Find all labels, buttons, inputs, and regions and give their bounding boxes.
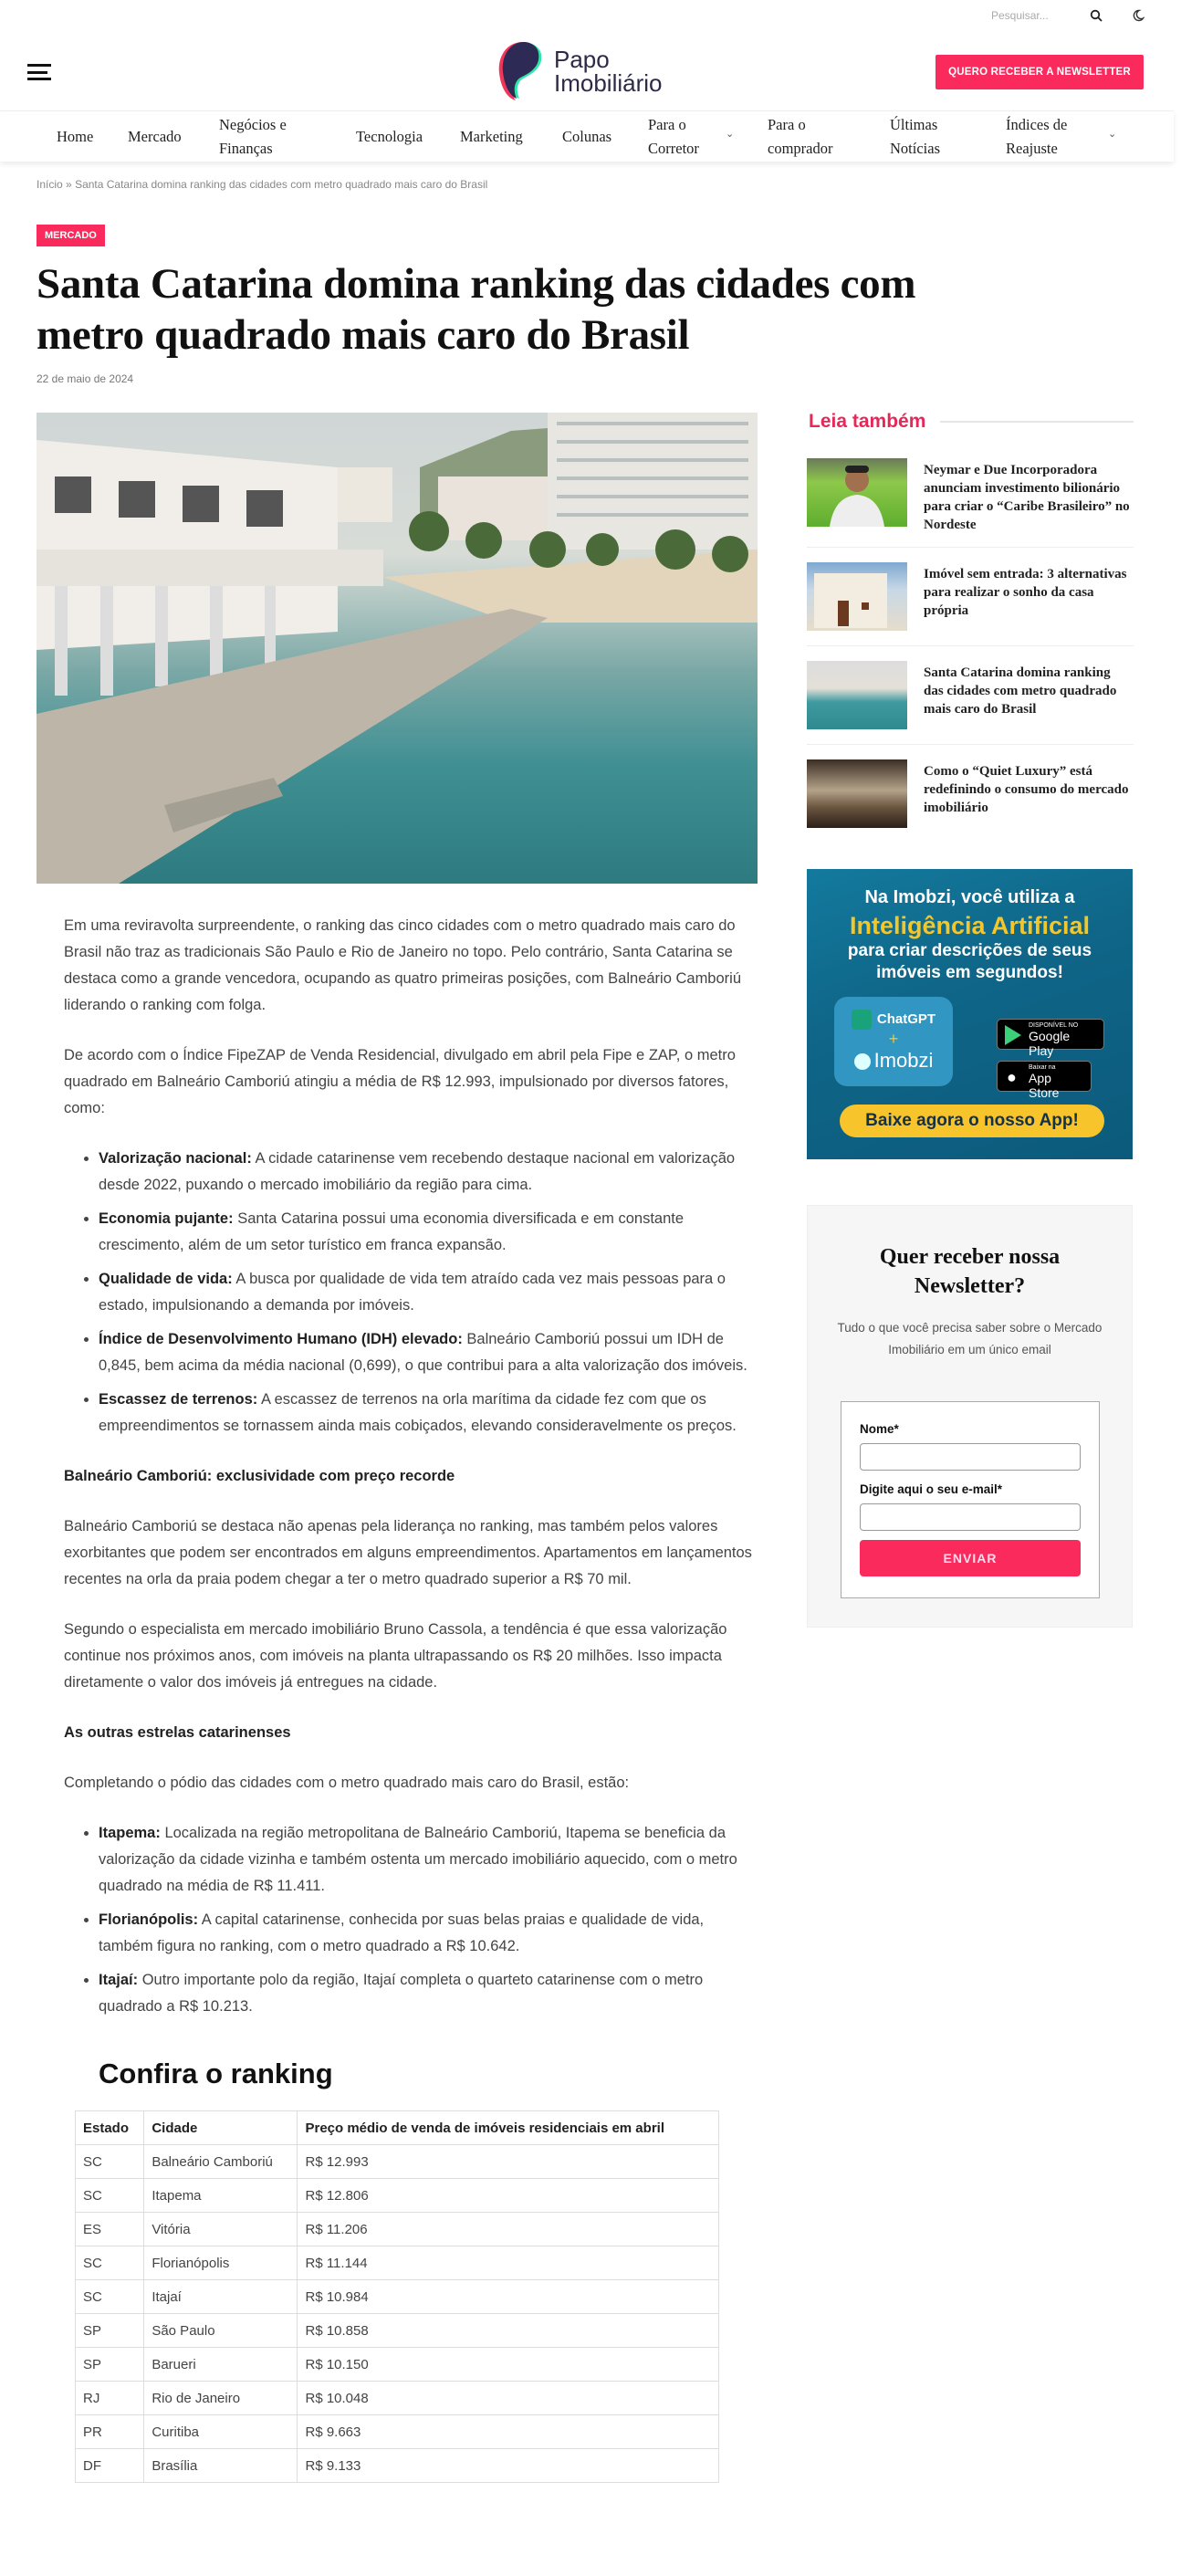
newsletter-form [841,1401,1100,1598]
list-item [99,1326,758,1379]
logo-text-line1: Papo [554,46,610,73]
post-thumbnail[interactable] [807,759,907,828]
logo-text-line2: Imobiliário [554,69,663,97]
post-thumbnail[interactable] [807,661,907,729]
table-row [76,2213,719,2246]
google-play-badge[interactable] [997,1019,1104,1058]
hero-image [37,413,758,884]
store-name: Google Play [1029,1029,1071,1058]
related-post[interactable] [807,759,1134,831]
column-header: Estado [76,2111,144,2145]
price-cell: R$ 10.858 [298,2314,719,2348]
nav-home[interactable]: Home [57,128,94,145]
paragraph: De acordo com o Índice FipeZAP de Venda Residencial, divulgado em abril pela Fipe e ZAP, o metro quadrado em Balneário Camboriú atingiu a média de R$ 12.993, impulsionado por diversos fatores, como: [64,1047,736,1116]
list-item [99,1206,758,1259]
price-cell: R$ 10.984 [298,2280,719,2314]
ranking-heading: Confira o ranking [99,2058,333,2089]
newsletter-widget [807,1205,1133,1628]
table-row [76,2145,719,2179]
item-text: Localizada na região metropolitana de Balneário Camboriú, Itapema se beneficia da valorização da cidade vizinha e também ostenta um mercado imobiliário aquecido, com o metro quadrado na média de R$ 11.411. [99,1825,737,1894]
state-cell: DF [76,2449,144,2483]
list-item [99,1387,758,1440]
item-label: Índice de Desenvolvimento Humano (IDH) elevado: [99,1331,463,1347]
email-label: Digite aqui o seu e-mail* [860,1482,1003,1496]
state-cell: SP [76,2314,144,2348]
store-small-text: DISPONÍVEL NO [1029,1022,1079,1029]
table-row [76,2348,719,2382]
column-header: Preço médio de venda de imóveis residenciais em abril [298,2111,719,2145]
menu-hamburger-icon[interactable] [27,64,51,80]
state-cell: PR [76,2415,144,2449]
apple-icon: ● [1007,1068,1017,1086]
item-text: A busca por qualidade de vida tem atraído cada vez mais pessoas para o estado, impulsionando a demanda por imóveis. [99,1271,726,1314]
post-thumbnail[interactable] [807,458,907,527]
newsletter-description: Tudo o que você precisa saber sobre o Mercado Imobiliário em um único email [837,1321,1103,1356]
breadcrumb-current: Santa Catarina domina ranking das cidades com metro quadrado mais caro do Brasil [75,178,488,191]
table-row [76,2382,719,2415]
section-heading: Balneário Camboriú: exclusividade com preço recorde [64,1468,455,1484]
price-cell: R$ 9.133 [298,2449,719,2483]
ad-text: para criar descrições de seus imóveis em segundos! [847,941,1092,982]
state-cell: SC [76,2145,144,2179]
price-cell: R$ 11.144 [298,2246,719,2280]
city-cell: São Paulo [144,2314,298,2348]
search-icon[interactable] [1090,9,1103,22]
table-row [76,2415,719,2449]
ranking-table [75,2110,719,2483]
post-title[interactable]: Santa Catarina domina ranking das cidades com metro quadrado mais caro do Brasil [924,665,1117,717]
site-logo[interactable] [496,40,663,102]
email-input[interactable] [860,1503,1081,1531]
table-row [76,2280,719,2314]
chatgpt-imobzi-card [834,997,953,1086]
name-input[interactable] [860,1443,1081,1471]
state-cell: ES [76,2213,144,2246]
state-cell: SC [76,2179,144,2213]
related-heading [809,411,1134,433]
item-text: A escassez de terrenos na orla marítima da cidade fez com que os empreendimentos se tornassem ainda mais cobiçados, elevando consideravelmente os preços. [99,1391,737,1434]
list-item [99,1907,758,1960]
plus-sign: + [888,1030,899,1048]
item-label: Itapema: [99,1825,161,1841]
price-cell: R$ 11.206 [298,2213,719,2246]
nav-colunas[interactable]: Colunas [562,128,612,145]
factors-list [99,1146,758,1440]
store-name: App Store [1029,1071,1060,1100]
breadcrumb [37,178,487,191]
chatgpt-icon [852,1010,872,1030]
app-store-badge[interactable] [997,1061,1092,1100]
city-cell: Rio de Janeiro [144,2382,298,2415]
nav-negocios-financas[interactable]: Negócios e Finanças [219,116,287,157]
item-label: Florianópolis: [99,1911,199,1928]
nav-indices-de-reajuste[interactable]: Índices de Reajuste [1006,116,1068,157]
imobzi-ad-banner[interactable] [807,869,1133,1159]
table-row [76,2314,719,2348]
post-title[interactable]: Imóvel sem entrada: 3 alternativas para realizar o sonho da casa própria [924,567,1127,618]
city-cell: Vitória [144,2213,298,2246]
logo-mark-icon [496,40,541,102]
item-label: Economia pujante: [99,1210,234,1227]
ad-text: Na Imobzi, você utiliza a [864,887,1075,907]
ad-download-button[interactable]: Baixe agora o nosso App! [840,1105,1104,1137]
state-cell: SC [76,2280,144,2314]
imobzi-label: Imobzi [873,1049,934,1072]
related-post[interactable] [807,661,1134,745]
submit-button[interactable]: ENVIAR [860,1540,1081,1576]
price-cell: R$ 12.993 [298,2145,719,2179]
price-cell: R$ 10.048 [298,2382,719,2415]
name-label: Nome* [860,1422,899,1436]
dark-mode-moon-icon[interactable] [1132,9,1145,22]
city-cell: Barueri [144,2348,298,2382]
item-label: Itajaí: [99,1972,139,1988]
city-cell: Balneário Camboriú [144,2145,298,2179]
nav-para-o-comprador[interactable]: Para o comprador [768,116,833,157]
category-badge[interactable]: MERCADO [37,225,105,246]
article-body [64,913,758,2483]
list-item [99,1967,758,2020]
chatgpt-label: ChatGPT [876,1011,936,1027]
post-title[interactable]: Como o “Quiet Luxury” está redefinindo o consumo do mercado imobiliário [924,764,1129,815]
city-cell: Itajaí [144,2280,298,2314]
nav-ultimas-noticias[interactable]: Últimas Notícias [890,116,940,157]
chevron-down-icon[interactable]: ⌄ [1108,129,1117,140]
table-row [76,2179,719,2213]
related-heading-text: Leia também [809,411,926,432]
main-navigation [0,110,1174,162]
city-cell: Florianópolis [144,2246,298,2280]
nav-mercado[interactable]: Mercado [128,128,182,145]
price-cell: R$ 12.806 [298,2179,719,2213]
imobzi-chameleon-icon [854,1053,871,1070]
column-header: Cidade [144,2111,298,2145]
price-cell: R$ 9.663 [298,2415,719,2449]
item-label: Valorização nacional: [99,1150,252,1167]
city-cell: Brasília [144,2449,298,2483]
newsletter-signup-button[interactable]: QUERO RECEBER A NEWSLETTER [935,55,1144,89]
section-heading: As outras estrelas catarinenses [64,1724,291,1741]
ad-highlight: Inteligência Artificial [849,912,1091,939]
paragraph: Completando o pódio das cidades com o metro quadrado mais caro do Brasil, estão: [64,1775,630,1791]
city-cell: Itapema [144,2179,298,2213]
paragraph: Balneário Camboriú se destaca não apenas pela liderança no ranking, mas também pelos valores exorbitantes que podem ser encontrados em alguns empreendimentos. Apartamentos em lançamentos recentes na orla da praia podem chegar a ter o metro quadrado superior a R$ 70 mil. [64,1518,752,1587]
list-item [99,1266,758,1319]
chevron-down-icon[interactable]: ⌄ [726,129,735,140]
store-small-text: Baixar na [1029,1064,1056,1071]
list-item [99,1146,758,1199]
article-title: Santa Catarina domina ranking das cidades com metro quadrado mais caro do Brasil [37,260,916,359]
state-cell: RJ [76,2382,144,2415]
nav-para-o-corretor[interactable]: Para o Corretor [648,116,699,157]
nav-marketing[interactable]: Marketing [460,128,523,145]
item-text: Santa Catarina possui uma economia diversificada e em constante crescimento, além de um setor turístico em franca expansão. [99,1210,685,1253]
paragraph: Em uma reviravolta surpreendente, o ranking das cinco cidades com o metro quadrado mais caro do Brasil não traz as tradicionais São Paulo e Rio de Janeiro no topo. Pelo contrário, Santa Catarina se destaca como a grande vencedora, ocupando as quatro primeiras posições, com Balneário Camboriú liderando o ranking com folga. [64,917,742,1013]
related-post[interactable] [807,562,1134,646]
item-text: A capital catarinense, conhecida por suas belas praias e qualidade de vida, também figura no ranking, com o metro quadrado a R$ 10.642. [99,1911,705,1954]
item-label: Qualidade de vida: [99,1271,233,1287]
cities-list [99,1820,758,2020]
table-row [76,2246,719,2280]
item-text: Balneário Camboriú possui um IDH de 0,845, bem acima da média nacional (0,699), o que contribui para a alta valorização dos imóveis. [99,1331,747,1374]
related-post[interactable] [807,458,1134,548]
list-item [99,1820,758,1900]
search-input[interactable]: Pesquisar... [991,9,1049,22]
state-cell: SC [76,2246,144,2280]
divider [940,421,1134,423]
item-label: Escassez de terrenos: [99,1391,258,1408]
state-cell: SP [76,2348,144,2382]
post-title[interactable]: Neymar e Due Incorporadora anunciam investimento bilionário para criar o “Caribe Brasileiro” no Nordeste [924,463,1130,532]
city-cell: Curitiba [144,2415,298,2449]
price-cell: R$ 10.150 [298,2348,719,2382]
item-text: A cidade catarinense vem recebendo destaque nacional em valorização desde 2022, puxando o mercado imobiliário da região para cima. [99,1150,736,1193]
item-text: Outro importante polo da região, Itajaí completa o quarteto catarinense com o metro quadrado a R$ 10.213. [99,1972,704,2015]
table-row [76,2449,719,2483]
google-play-icon [1005,1025,1021,1045]
article-date: 22 de maio de 2024 [37,372,134,385]
nav-tecnologia[interactable]: Tecnologia [356,128,423,145]
breadcrumb-separator: » [66,178,72,191]
breadcrumb-home[interactable]: Início [37,178,63,191]
newsletter-title: Quer receber nossa Newsletter? [879,1245,1061,1298]
post-thumbnail[interactable] [807,562,907,631]
paragraph: Segundo o especialista em mercado imobiliário Bruno Cassola, a tendência é que essa valorização continue nos próximos anos, com imóveis na planta ultrapassando os R$ 20 milhões. Isso impacta diretamente o valor dos imóveis já entregues na cidade. [64,1621,727,1691]
